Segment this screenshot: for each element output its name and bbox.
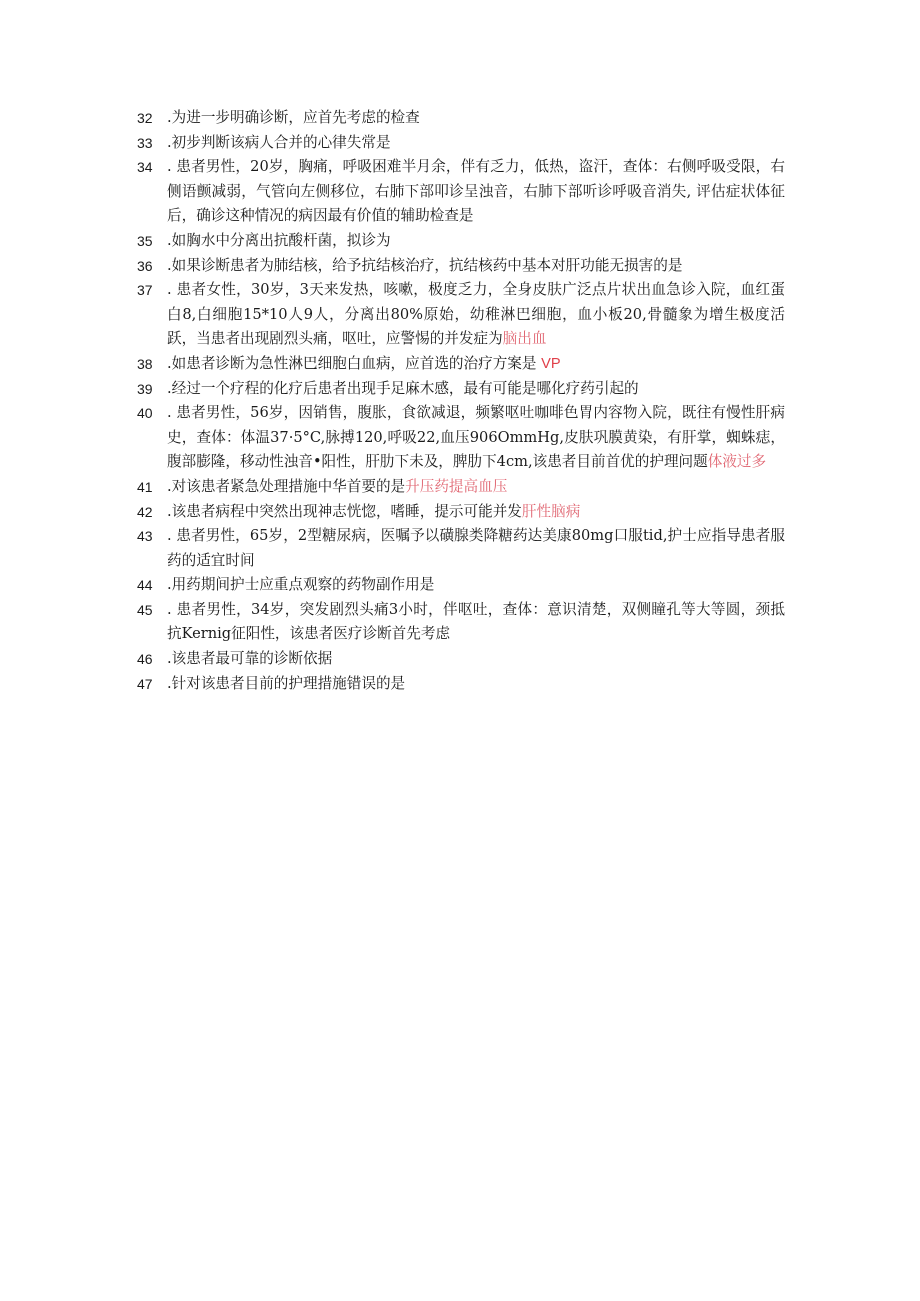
question-text: . 患者女性，30岁，3天来发热，咳嗽，极度乏力，全身皮肤广泛点片状出血急诊入院，血红蛋白8,白细胞15*10人9人，分离出80%原始，幼稚淋巴细胞，血小板20,骨髓象为增生极度活跃，当患者出现剧烈头痛，呕吐，应警惕的并发症为脑出血	[167, 281, 785, 348]
question-text: .如果诊断患者为肺结核，给予抗结核治疗，抗结核药中基本对肝功能无损害的是	[167, 256, 683, 274]
answer-text: VP	[541, 355, 561, 372]
question-number: 45	[137, 601, 153, 618]
question-text: .经过一个疗程的化疗后患者出现手足麻木感，最有可能是哪化疗药引起的	[167, 379, 639, 397]
question-40	[0, 401, 920, 475]
question-number: 42	[137, 503, 153, 520]
answer-text: 脑出血	[502, 330, 547, 348]
question-46	[0, 647, 920, 672]
question-text: .如患者诊断为急性淋巴细胞白血病，应首选的治疗方案是 VP	[167, 354, 561, 372]
question-42	[0, 500, 920, 525]
answer-text: 升压药提高血压	[405, 477, 508, 495]
question-47	[0, 672, 920, 697]
question-45	[0, 598, 920, 647]
question-number: 32	[137, 110, 153, 126]
answer-text: 肝性脑病	[521, 502, 581, 520]
question-text: . 患者男性，20岁，胸痛，呼吸困难半月余，伴有乏力，低热，盗汗，查体：右侧呼吸受限，右侧语颤减弱，气管向左侧移位，右肺下部叩诊呈浊音，右肺下部听诊呼吸音消失, 评估症状体征后，确诊这种情况的病因最有价值的辅助检查是	[167, 158, 785, 225]
question-number: 40	[137, 405, 153, 422]
question-number: 46	[137, 651, 153, 668]
answer-text: 体液过多	[707, 453, 767, 471]
question-text: .针对该患者目前的护理措施错误的是	[167, 674, 406, 692]
question-number: 37	[137, 282, 153, 299]
question-44	[0, 573, 920, 598]
question-number: 43	[137, 528, 153, 545]
question-number: 36	[137, 257, 153, 274]
question-number: 41	[137, 478, 153, 495]
question-number: 34	[137, 159, 153, 176]
question-number: 35	[137, 232, 153, 249]
question-32	[0, 106, 920, 131]
question-39	[0, 377, 920, 402]
question-text: .为进一步明确诊断，应首先考虑的检查	[167, 109, 420, 126]
question-33	[0, 131, 920, 156]
question-43	[0, 524, 920, 573]
question-34	[0, 155, 920, 229]
question-list	[0, 106, 920, 696]
question-35	[0, 229, 920, 254]
question-number: 38	[137, 355, 153, 372]
question-text: .用药期间护士应重点观察的药物副作用是	[167, 576, 435, 594]
question-text: .初步判断该病人合并的心律失常是	[167, 133, 391, 151]
question-text: .对该患者紧急处理措施中华首要的是升压药提高血压	[167, 477, 508, 495]
question-number: 39	[137, 380, 153, 397]
question-36	[0, 254, 920, 279]
question-text: .该患者病程中突然出现神志恍惚，嗜睡，提示可能并发肝性脑病	[167, 502, 581, 520]
question-text: . 患者男性，56岁，因销售，腹胀，食欲减退，频繁呕吐咖啡色胃内容物入院，既往有慢性肝病史，查体：体温37·5°C,脉搏120,呼吸22,血压906OmmHg,皮肤巩膜黄染，有肝掌，蜘蛛痣，腹部膨隆，移动性浊音•阳性，肝肋下未及，脾肋下4cm,该患者目前首优的护理问题体液过多	[167, 404, 785, 471]
question-number: 33	[137, 134, 153, 151]
question-number: 44	[137, 577, 153, 594]
question-41	[0, 475, 920, 500]
question-38	[0, 352, 920, 377]
question-text: . 患者男性，65岁，2型糖尿病，医嘱予以磺腺类降糖药达美康80mg口服tid,护士应指导患者服药的适宜时间	[167, 527, 785, 569]
question-text: . 患者男性，34岁，突发剧烈头痛3小时，伴呕吐，查体：意识清楚，双侧瞳孔等大等圆，颈抵抗Kernig征阳性，该患者医疗诊断首先考虑	[167, 600, 785, 643]
question-37	[0, 278, 920, 352]
question-text: .如胸水中分离出抗酸杆菌，拟诊为	[167, 231, 391, 249]
question-text: .该患者最可靠的诊断依据	[167, 650, 333, 668]
question-number: 47	[137, 675, 153, 692]
